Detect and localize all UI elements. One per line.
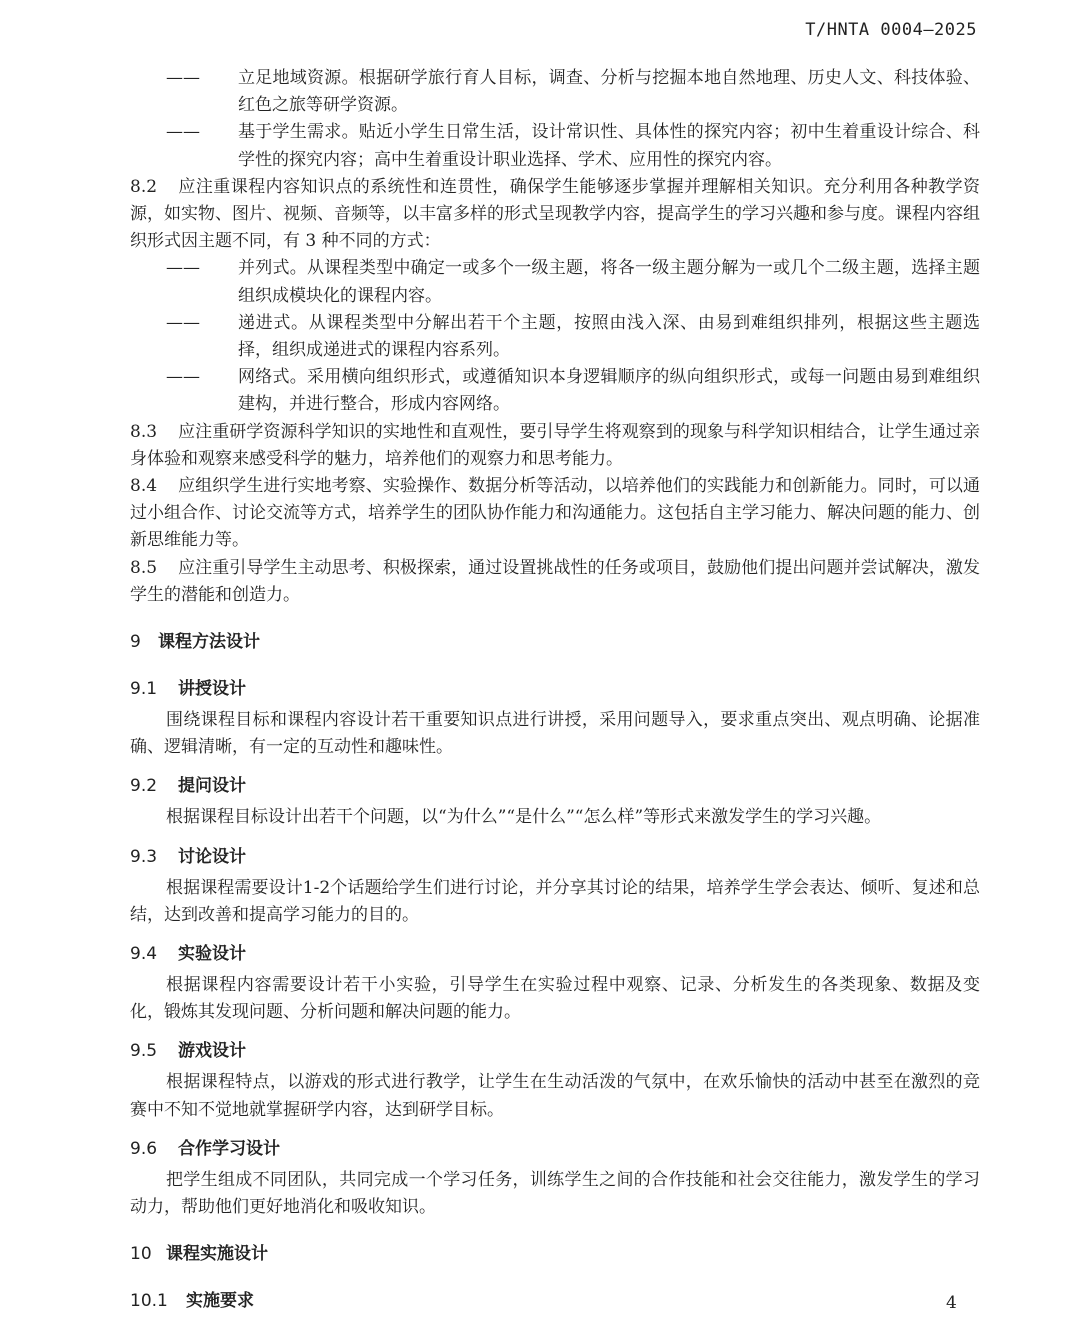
dash-lead: —— [166,312,200,333]
document-code: T/HNTA 0004—2025 [805,20,977,40]
clause-text: 应注重引导学生主动思考、积极探索，通过设置挑战性的任务或项目，鼓励他们提出问题并尝试解决，激发学生的潜能和创造力。 [130,557,980,605]
subsection-9-3-text: 根据课程需要设计1-2个话题给学生们进行讨论，并分享其讨论的结果，培养学生学会表达、倾听、复述和总结，达到改善和提高学习能力的目的。 [130,877,980,925]
subsection-number: 9.2 [130,776,158,797]
intro-dash-list [130,65,980,174]
organization-forms-list [130,255,980,418]
dash-lead: —— [166,122,200,143]
subsection-9-4-heading [130,941,980,968]
subsection-9-1-heading [130,676,980,703]
dash-text: 基于学生需求。贴近小学生日常生活，设计常识性、具体性的探究内容；初中生着重设计综合、科学性的探究内容；高中生着重设计职业选择、学术、应用性的探究内容。 [238,122,980,170]
subsection-number: 9.6 [130,1138,158,1159]
clause-8-2 [130,174,980,256]
clause-8-4 [130,473,980,555]
dash-item [166,364,980,418]
section-number: 10 [130,1244,152,1265]
subsection-10-1-heading [130,1288,980,1315]
subsection-9-2-heading [130,773,980,800]
section-9-heading [130,629,980,656]
page-number: 4 [946,1293,957,1313]
clause-number: 8.4 [130,476,158,497]
clause-number: 8.2 [130,176,158,197]
subsection-number: 10.1 [130,1291,168,1312]
dash-text: 递进式。从课程类型中分解出若干个主题，按照由浅入深、由易到难组织排列，根据这些主题选择，组织成递进式的课程内容系列。 [238,312,980,361]
clause-8-3 [130,419,980,473]
section-10-heading [130,1241,980,1268]
subsection-title: 提问设计 [178,776,246,797]
subsection-number: 9.4 [130,944,158,965]
section-title: 课程实施设计 [166,1244,268,1265]
subsection-title: 实施要求 [186,1291,254,1312]
subsection-9-6-heading [130,1136,980,1163]
clause-8-5 [130,555,980,609]
subsection-9-6-text: 把学生组成不同团队，共同完成一个学习任务，训练学生之间的合作技能和社会交往能力，激发学生的学习动力，帮助他们更好地消化和吸收知识。 [130,1169,980,1218]
dash-text: 网络式。采用横向组织形式，或遵循知识本身逻辑顺序的纵向组织形式，或每一问题由易到难组织建构，并进行整合，形成内容网络。 [238,367,980,415]
subsection-number: 9.3 [130,846,158,867]
clause-number: 8.5 [130,557,158,578]
subsection-9-2-text: 根据课程目标设计出若干个问题，以“为什么”“是什么”“怎么样”等形式来激发学生的学习兴趣。 [166,807,882,828]
dash-lead: —— [166,367,200,388]
clause-text: 应注重研学资源科学知识的实地性和直观性，要引导学生将观察到的现象与科学知识相结合，让学生通过亲身体验和观察来感受科学的魅力，培养他们的观察力和思考能力。 [130,421,980,469]
dash-item [166,119,980,173]
subsection-title: 讨论设计 [178,846,246,867]
dash-item [166,310,980,364]
section-title: 课程方法设计 [158,632,260,653]
clause-text: 应注重课程内容知识点的系统性和连贯性，确保学生能够逐步掌握并理解相关知识。充分利用各种教学资源，如实物、图片、视频、音频等，以丰富多样的形式呈现教学内容，提高学生的学习兴趣和参与度。课程内容组织形式因主题不同，有 3 种不同的方式： [130,176,980,252]
subsection-title: 合作学习设计 [178,1138,280,1159]
subsection-title: 实验设计 [178,944,246,965]
subsection-9-5-text: 根据课程特点，以游戏的形式进行教学，让学生在生动活泼的气氛中，在欢乐愉快的活动中甚至在激烈的竞赛中不知不觉地就掌握研学内容，达到研学目标。 [130,1072,980,1120]
subsection-9-4-text: 根据课程内容需要设计若干小实验，引导学生在实验过程中观察、记录、分析发生的各类现象、数据及变化，锻炼其发现问题、分析问题和解决问题的能力。 [130,975,980,1023]
clause-number: 8.3 [130,421,158,442]
dash-item [166,65,980,119]
dash-item [166,255,980,309]
subsection-title: 讲授设计 [178,679,246,700]
dash-lead: —— [166,258,200,279]
subsection-9-1-text: 围绕课程目标和课程内容设计若干重要知识点进行讲授，采用问题导入，要求重点突出、观点明确、论据准确、逻辑清晰，有一定的互动性和趣味性。 [130,710,980,758]
dash-text: 并列式。从课程类型中确定一或多个一级主题，将各一级主题分解为一或几个二级主题，选择主题组织成模块化的课程内容。 [238,258,980,306]
dash-lead: —— [166,68,200,88]
page-content [130,60,980,1315]
subsection-9-5-heading [130,1038,980,1065]
section-number: 9 [130,632,141,653]
subsection-title: 游戏设计 [178,1041,246,1062]
dash-text: 立足地域资源。根据研学旅行育人目标，调查、分析与挖掘本地自然地理、历史人文、科技体验、红色之旅等研学资源。 [238,68,980,116]
clause-text: 应组织学生进行实地考察、实验操作、数据分析等活动，以培养他们的实践能力和创新能力。同时，可以通过小组合作、讨论交流等方式，培养学生的团队协作能力和沟通能力。这包括自主学习能力、解决问题的能力、创新思维能力等。 [130,476,980,551]
subsection-number: 9.1 [130,679,158,700]
subsection-number: 9.5 [130,1041,158,1062]
subsection-9-3-heading [130,844,980,871]
